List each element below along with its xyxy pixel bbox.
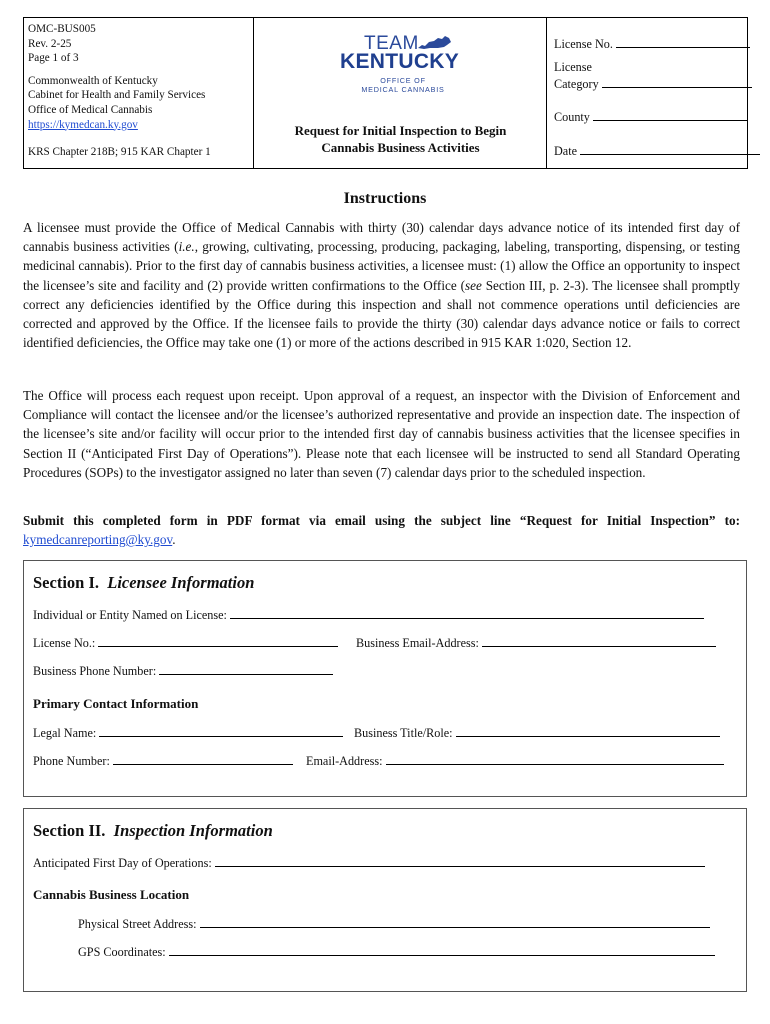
- page-number: Page 1 of 3: [28, 52, 79, 65]
- submission-instructions: Submit this completed form in PDF format via email using the subject line “Request for Initial Inspection” to: kymedcanreporting@ky.gov.: [23, 513, 740, 548]
- submission-email-link[interactable]: kymedcanreporting@ky.gov: [23, 532, 173, 548]
- section-1-title: Section I. Licensee Information: [33, 573, 255, 592]
- contact-phone-input[interactable]: [113, 753, 293, 765]
- business-title-input[interactable]: [456, 725, 720, 737]
- license-category-header-field[interactable]: Category: [554, 76, 752, 92]
- form-id: OMC-BUS005: [28, 23, 96, 35]
- gps-coordinates-field[interactable]: GPS Coordinates:: [78, 944, 715, 960]
- agency-website-link[interactable]: https://kymedcan.ky.gov: [28, 118, 138, 131]
- section-inspection-information: [23, 808, 747, 992]
- license-number-field[interactable]: License No.:: [33, 635, 338, 651]
- legal-name-field[interactable]: Legal Name:: [33, 725, 343, 741]
- kentucky-state-shape-icon: [416, 35, 452, 51]
- team-kentucky-logo: TEAM KENTUCKY OFFICE OF MEDICAL CANNABIS: [340, 33, 460, 94]
- business-email-field[interactable]: Business Email-Address:: [356, 635, 716, 651]
- business-email-input[interactable]: [482, 635, 716, 647]
- business-phone-input[interactable]: [159, 663, 333, 675]
- business-phone-field[interactable]: Business Phone Number:: [33, 663, 333, 679]
- date-header-line[interactable]: [580, 143, 760, 155]
- street-address-field[interactable]: Physical Street Address:: [78, 916, 710, 932]
- agency-line: Office of Medical Cannabis: [28, 103, 153, 116]
- revision: Rev. 2-25: [28, 37, 72, 50]
- first-day-of-operations-field[interactable]: Anticipated First Day of Operations:: [33, 855, 705, 871]
- statute-reference: KRS Chapter 218B; 915 KAR Chapter 1: [28, 146, 211, 159]
- license-number-header-field[interactable]: License No.: [554, 36, 750, 52]
- instructions-heading: Instructions: [343, 190, 427, 207]
- legal-name-input[interactable]: [99, 725, 343, 737]
- contact-phone-field[interactable]: Phone Number:: [33, 753, 293, 769]
- form-header: [23, 17, 748, 169]
- first-day-of-operations-input[interactable]: [215, 855, 705, 867]
- agency-line: Cabinet for Health and Family Services: [28, 89, 206, 102]
- form-title: Request for Initial Inspection to Begin Cannabis Business Activities: [294, 123, 507, 155]
- license-number-header-line[interactable]: [616, 36, 750, 48]
- instructions-paragraph-2: The Office will process each request upon receipt. Upon approval of a request, an inspector with the Division of Enforcement and Compliance will contact the licensee and/or the licensee’s authorized representative and provide an inspection date. The inspection of the licensee’s site and/or facility will occur prior to the intended first day of cannabis business activities that the licensee specifies in Section II (“Anticipated First Day of Operations”). Please note that each licensee will be instructed to send all Standard Operating Procedures (SOPs) to the investigator assigned no later than seven (7) calendar days prior to the scheduled inspection.: [23, 388, 740, 480]
- primary-contact-heading: Primary Contact Information: [33, 696, 199, 711]
- header-title-cell: [254, 18, 547, 168]
- county-header-field[interactable]: County: [554, 109, 747, 125]
- header-info-cell: [24, 18, 254, 168]
- section-2-title: Section II. Inspection Information: [33, 821, 273, 840]
- section-licensee-information: [23, 560, 747, 797]
- business-location-heading: Cannabis Business Location: [33, 887, 190, 902]
- county-header-line[interactable]: [593, 109, 747, 121]
- license-number-input[interactable]: [98, 635, 338, 647]
- entity-name-input[interactable]: [230, 607, 704, 619]
- entity-name-field[interactable]: Individual or Entity Named on License:: [33, 607, 704, 623]
- instructions-paragraph-1: A licensee must provide the Office of Medical Cannabis with thirty (30) calendar days advance notice of its intended first day of cannabis business activities (i.e., growing, cultivating, processing, producing, packaging, labeling, transporting, dispensing, or testing medicinal cannabis). Prior to the first day of cannabis business activities, a licensee must: (1) allow the Office an opportunity to inspect the licensee’s site and facility and (2) provide written confirmations to the Office (see Section III, p. 2-3). The licensee shall promptly correct any deficiencies identified by the Office during this inspection and shall not commence operations until deficiencies are corrected and approved by the Office. If the licensee fails to provide the thirty (30) calendar days advance notice or fails to correct identified deficiencies, the Office may take one (1) or more of the actions described in 915 KAR 1:020, Section 12.: [23, 220, 740, 351]
- license-category-label-1: License: [554, 60, 592, 74]
- contact-email-field[interactable]: Email-Address:: [306, 753, 724, 769]
- gps-coordinates-input[interactable]: [169, 944, 715, 956]
- date-header-field[interactable]: Date: [554, 143, 760, 159]
- business-title-field[interactable]: Business Title/Role:: [354, 725, 720, 741]
- contact-email-input[interactable]: [386, 753, 724, 765]
- header-office-use-cell: [547, 18, 747, 168]
- license-category-header-line[interactable]: [602, 76, 752, 88]
- agency-line: Commonwealth of Kentucky: [28, 74, 158, 87]
- street-address-input[interactable]: [200, 916, 710, 928]
